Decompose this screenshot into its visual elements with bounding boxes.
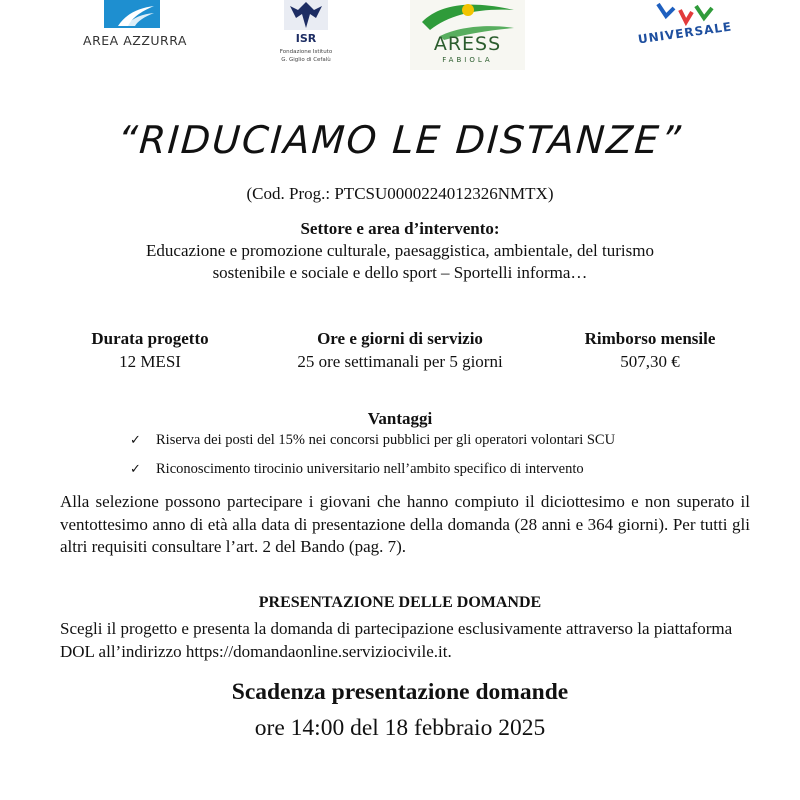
aress-logo	[410, 0, 525, 70]
presentazione-heading: PRESENTAZIONE DELLE DOMANDE	[258, 594, 542, 611]
checkmark-icon: ✓	[130, 462, 141, 477]
area-azzurra-text: AREA AZZURRA	[83, 33, 187, 48]
servizio-civile-universale-logo	[630, 0, 740, 58]
service-hours-value: 25 ore settimanali per 5 giorni	[297, 352, 503, 371]
vantaggi-heading: Vantaggi	[367, 409, 433, 428]
vantaggi-item	[130, 461, 584, 478]
isr-logo-subtext-2: G. Giglio di Cefalù	[281, 57, 331, 63]
checkmark-icon: ✓	[130, 433, 141, 448]
universale-logo-text: UNIVERSALE	[637, 19, 733, 47]
isr-logo-text: ISR	[295, 32, 317, 45]
deadline-value: ore 14:00 del 18 febbraio 2025	[254, 715, 546, 741]
aress-logo-text: ARESS	[433, 33, 502, 55]
service-hours-heading: Ore e giorni di servizio	[317, 329, 483, 348]
isr-logo-mark	[276, 0, 336, 32]
monthly-reimbursement-heading: Rimborso mensile	[584, 329, 716, 348]
deadline-heading: Scadenza presentazione domande	[231, 679, 569, 705]
aress-logo-subtext: FABIOLA	[442, 56, 493, 64]
monthly-reimbursement-value: 507,30 €	[620, 352, 680, 371]
project-code: (Cod. Prog.: PTCSU0000224012326NMTX)	[246, 184, 554, 203]
area-azzurra-logo	[70, 0, 200, 52]
eligibility-paragraph: Alla selezione possono partecipare i giovani che hanno compiuto il diciottesimo e non superato il ventottesimo anno di età alla data di presentazione della domanda (28 anni e 364 giorni). Per tutti gli altri requisiti consultare l’art. 2 del Bando (pag. 7).	[60, 492, 750, 556]
duration-value: 12 MESI	[119, 352, 181, 371]
area-azzurra-logo-mark	[70, 0, 200, 30]
isr-logo	[276, 0, 336, 70]
vantaggi-item-text: Riconoscimento tirocinio universitario nell’ambito specifico di intervento	[156, 461, 584, 477]
sector-heading: Settore e area d’intervento:	[300, 219, 500, 238]
project-title: “RIDUCIAMO LE DISTANZE”	[116, 118, 684, 162]
sector-text-line-2: sostenibile e sociale e dello sport – Sportelli informa…	[212, 263, 588, 282]
duration-heading: Durata progetto	[91, 329, 209, 348]
vantaggi-item-text: Riserva dei posti del 15% nei concorsi pubblici per gli operatori volontari SCU	[156, 432, 616, 448]
sector-text-line-1: Educazione e promozione culturale, paesaggistica, ambientale, del turismo	[146, 241, 654, 260]
vantaggi-item	[130, 432, 615, 449]
isr-logo-subtext-1: Fondazione Istituto	[279, 49, 333, 55]
presentazione-body: Scegli il progetto e presenta la domanda di partecipazione esclusivamente attraverso la piattaforma DOL all’indirizzo https://domandaonline.serviziocivile.it.	[60, 619, 733, 661]
